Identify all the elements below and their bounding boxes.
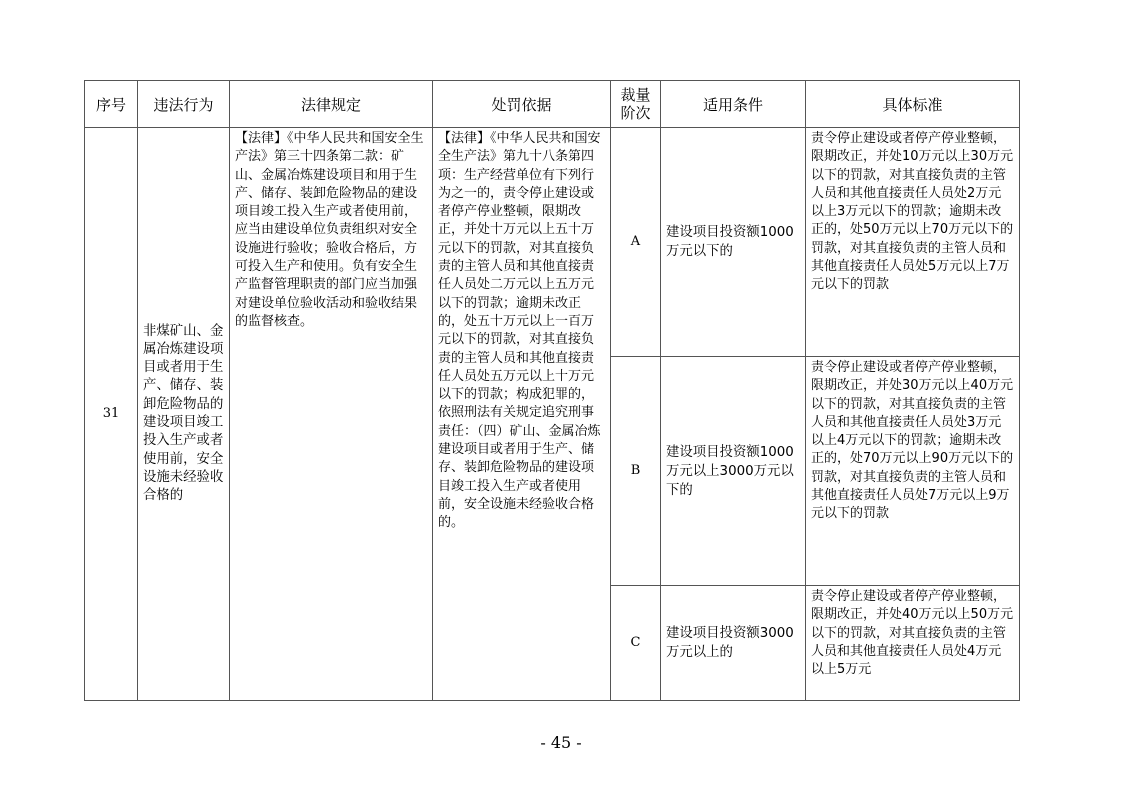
- penalty-table: [84, 80, 1020, 701]
- header-condition: 适用条件: [661, 81, 806, 128]
- header-behavior: 违法行为: [138, 81, 230, 128]
- cell-standard-c: 责令停止建设或者停产停业整顿，限期改正，并处40万元以上50万元以下的罚款，对其直接负责的主管人员和其他直接责任人员处4万元以上5万元: [806, 586, 1020, 701]
- header-seq: 序号: [85, 81, 138, 128]
- cell-basis: 【法律】《中华人民共和国安全生产法》第九十八条第四项：生产经营单位有下列行为之一的，责令停止建设或者停产停业整顿，限期改正，并处十万元以上五十万元以下的罚款，对其直接负责的主管人员和其他直接责任人员处二万元以上五万元以下的罚款；逾期未改正的，处五十万元以上一百万元以下的罚款，对其直接负责的主管人员和其他直接责任人员处五万元以上十万元以下的罚款；构成犯罪的，依照刑法有关规定追究刑事责任：（四）矿山、金属冶炼建设项目或者用于生产、储存、装卸危险物品的建设项目竣工投入生产或者使用前，安全设施未经验收合格的。: [433, 128, 611, 701]
- header-standard: 具体标准: [806, 81, 1020, 128]
- cell-level-a: A: [611, 128, 661, 357]
- cell-seq: 31: [85, 128, 138, 701]
- cell-standard-b: 责令停止建设或者停产停业整顿，限期改正，并处30万元以上40万元以下的罚款，对其直接负责的主管人员和其他直接责任人员处3万元以上4万元以下的罚款；逾期未改正的，处70万元以上90万元以下的罚款，对其直接负责的主管人员和其他直接责任人员处7万元以上9万元以下的罚款: [806, 357, 1020, 586]
- cell-condition-c: 建设项目投资额3000万元以上的: [661, 586, 806, 701]
- header-row: [85, 81, 1020, 128]
- table-row: [85, 128, 1020, 357]
- header-law: 法律规定: [230, 81, 433, 128]
- page-number: - 45 -: [540, 733, 582, 752]
- header-level: 裁量 阶次: [611, 81, 661, 128]
- cell-condition-a: 建设项目投资额1000万元以下的: [661, 128, 806, 357]
- cell-condition-b: 建设项目投资额1000万元以上3000万元以下的: [661, 357, 806, 586]
- cell-standard-a: 责令停止建设或者停产停业整顿，限期改正，并处10万元以上30万元以下的罚款，对其直接负责的主管人员和其他直接责任人员处2万元以上3万元以下的罚款；逾期未改正的，处50万元以上70万元以下的罚款，对其直接负责的主管人员和其他直接责任人员处5万元以上7万元以下的罚款: [806, 128, 1020, 357]
- cell-behavior: 非煤矿山、金属冶炼建设项目或者用于生产、储存、装卸危险物品的建设项目竣工投入生产或者使用前，安全设施未经验收合格的: [138, 128, 230, 701]
- cell-law: 【法律】《中华人民共和国安全生产法》第三十四条第二款：矿山、金属冶炼建设项目和用于生产、储存、装卸危险物品的建设项目竣工投入生产或者使用前，应当由建设单位负责组织对安全设施进行验收；验收合格后，方可投入生产和使用。负有安全生产监督管理职责的部门应当加强对建设单位验收活动和验收结果的监督核查。: [230, 128, 433, 701]
- cell-level-b: B: [611, 357, 661, 586]
- header-basis: 处罚依据: [433, 81, 611, 128]
- cell-level-c: C: [611, 586, 661, 701]
